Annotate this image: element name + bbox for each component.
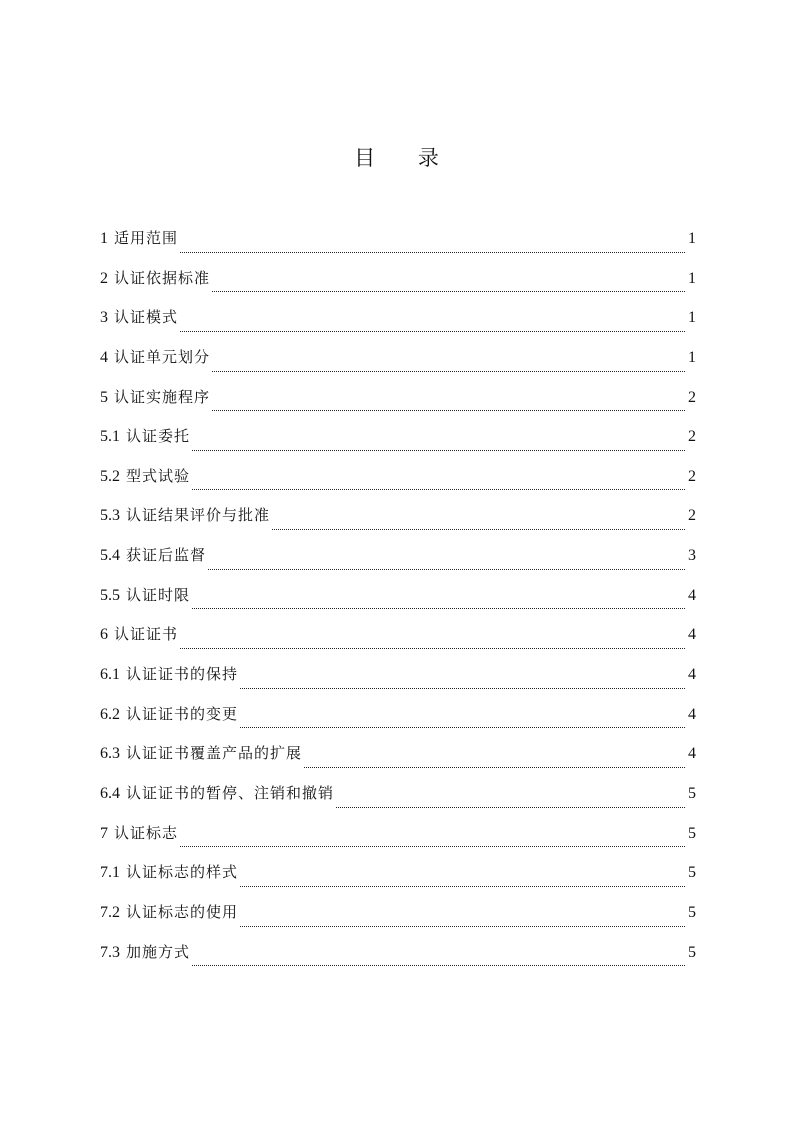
toc-entry[interactable] — [100, 541, 696, 581]
toc-entry-title: 认证标志的使用 — [126, 902, 239, 921]
toc-entry[interactable] — [100, 819, 696, 859]
toc-entry-number: 5.2 — [100, 467, 120, 485]
toc-entry-page: 5 — [688, 903, 696, 921]
toc-entry-title: 认证结果评价与批准 — [126, 506, 271, 525]
toc-dot-leader — [192, 434, 685, 454]
toc-entry-page: 2 — [688, 507, 696, 525]
toc-entry-page: 2 — [688, 428, 696, 446]
toc-entry[interactable] — [100, 898, 696, 938]
toc-entry-number: 6.4 — [100, 784, 120, 802]
toc-dot-leader — [212, 394, 685, 414]
toc-entry-number: 5.4 — [100, 547, 120, 565]
toc-entry-number: 7.1 — [100, 864, 120, 882]
toc-entry-number: 6.1 — [100, 666, 120, 684]
toc-dot-leader — [180, 315, 685, 335]
toc-entry[interactable] — [100, 343, 696, 383]
toc-list — [100, 224, 696, 977]
toc-entry-title: 认证证书的保持 — [126, 665, 239, 684]
toc-entry-title: 认证模式 — [114, 308, 179, 327]
toc-entry-number: 1 — [100, 230, 108, 247]
toc-entry-number: 6 — [100, 626, 108, 644]
toc-entry[interactable] — [100, 581, 696, 621]
toc-entry-page: 4 — [688, 666, 696, 684]
toc-entry-page: 4 — [688, 705, 696, 723]
toc-dot-leader — [180, 236, 685, 256]
toc-dot-leader — [272, 513, 685, 533]
toc-dot-leader — [240, 910, 685, 930]
toc-dot-leader — [192, 592, 685, 612]
toc-dot-leader — [336, 791, 685, 811]
toc-entry-page: 1 — [688, 348, 696, 366]
toc-entry[interactable] — [100, 660, 696, 700]
toc-entry-page: 1 — [688, 309, 696, 327]
toc-entry-title: 型式试验 — [126, 466, 191, 485]
toc-entry[interactable] — [100, 422, 696, 462]
toc-dot-leader — [180, 830, 685, 850]
toc-entry[interactable] — [100, 224, 696, 264]
toc-entry-page: 4 — [688, 626, 696, 644]
toc-entry-title: 认证实施程序 — [114, 387, 211, 406]
toc-entry-page: 2 — [688, 467, 696, 485]
toc-entry-page: 3 — [688, 547, 696, 565]
toc-entry-title: 认证证书的暂停、注销和撤销 — [126, 783, 335, 802]
toc-dot-leader — [212, 275, 685, 295]
toc-entry-title: 认证证书覆盖产品的扩展 — [126, 744, 303, 763]
toc-dot-leader — [180, 632, 685, 652]
toc-dot-leader — [304, 751, 685, 771]
toc-entry-page: 4 — [688, 586, 696, 604]
toc-entry-title: 获证后监督 — [126, 546, 207, 565]
toc-entry[interactable] — [100, 779, 696, 819]
toc-entry[interactable] — [100, 462, 696, 502]
toc-entry-number: 2 — [100, 269, 108, 287]
toc-entry[interactable] — [100, 938, 696, 978]
toc-entry-title: 认证时限 — [126, 585, 191, 604]
toc-entry-number: 4 — [100, 348, 108, 366]
toc-entry-page: 1 — [688, 230, 696, 247]
toc-entry-title: 认证证书 — [114, 625, 179, 644]
toc-entry-number: 6.3 — [100, 745, 120, 763]
toc-entry[interactable] — [100, 700, 696, 740]
toc-entry-title: 加施方式 — [126, 942, 191, 961]
toc-dot-leader — [192, 949, 685, 969]
toc-entry-title: 认证证书的变更 — [126, 704, 239, 723]
toc-entry[interactable] — [100, 303, 696, 343]
toc-entry-title: 认证依据标准 — [114, 268, 211, 287]
toc-entry-page: 1 — [688, 269, 696, 287]
toc-entry-number: 5.3 — [100, 507, 120, 525]
toc-entry-page: 5 — [688, 943, 696, 961]
toc-entry-number: 3 — [100, 309, 108, 327]
toc-entry-number: 5 — [100, 388, 108, 406]
toc-entry[interactable] — [100, 383, 696, 423]
toc-dot-leader — [192, 473, 685, 493]
toc-dot-leader — [240, 870, 685, 890]
toc-dot-leader — [212, 355, 685, 375]
toc-entry-title: 认证标志 — [114, 823, 179, 842]
toc-entry-page: 2 — [688, 388, 696, 406]
toc-entry[interactable] — [100, 858, 696, 898]
toc-entry-number: 7.3 — [100, 943, 120, 961]
toc-entry-number: 5.5 — [100, 586, 120, 604]
toc-title: 目 录 — [354, 146, 457, 170]
toc-entry-title: 认证标志的样式 — [126, 863, 239, 882]
toc-entry-page: 5 — [688, 784, 696, 802]
toc-entry-title: 适用范围 — [114, 229, 179, 247]
toc-entry-title: 认证委托 — [126, 427, 191, 446]
toc-entry-page: 4 — [688, 745, 696, 763]
toc-entry-title: 认证单元划分 — [114, 347, 211, 366]
toc-entry[interactable] — [100, 739, 696, 779]
toc-dot-leader — [240, 672, 685, 692]
toc-entry-number: 7 — [100, 824, 108, 842]
toc-entry[interactable] — [100, 620, 696, 660]
toc-entry[interactable] — [100, 264, 696, 304]
toc-dot-leader — [240, 711, 685, 731]
toc-entry[interactable] — [100, 501, 696, 541]
toc-dot-leader — [208, 553, 685, 573]
toc-entry-page: 5 — [688, 864, 696, 882]
toc-entry-number: 5.1 — [100, 428, 120, 446]
toc-entry-number: 6.2 — [100, 705, 120, 723]
toc-entry-page: 5 — [688, 824, 696, 842]
toc-entry-number: 7.2 — [100, 903, 120, 921]
